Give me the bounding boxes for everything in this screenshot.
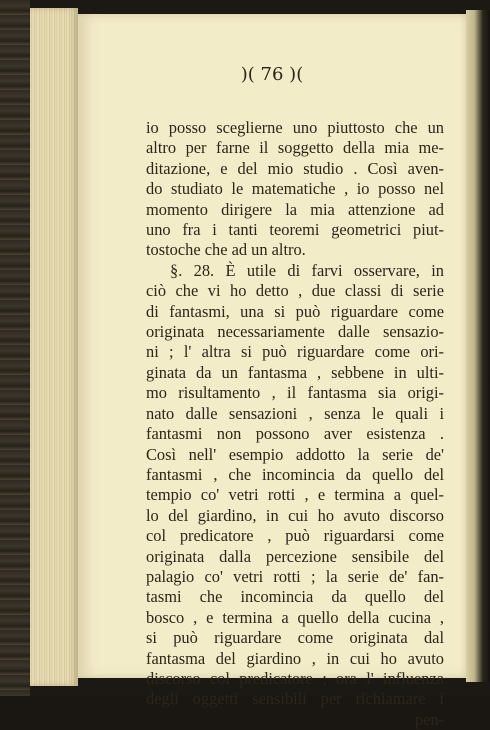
text-line: ciò che vi ho detto , due classi di serie — [146, 281, 444, 301]
text-line: momento dirigere la mia attenzione ad — [146, 199, 444, 219]
page-number: )( 76 )( — [240, 64, 304, 85]
section-start-line: §. 28. È utile di farvi osservare, in — [170, 260, 444, 280]
text-line: tostoche che ad un altro. — [146, 240, 306, 260]
text-line: si può riguardare come originata dal — [146, 628, 444, 648]
text-line: palagio co' vetri rotti ; la serie de' fan- — [146, 566, 444, 586]
text-line: ditazione, e del mio studio . Così aven- — [146, 158, 444, 178]
text-line: io posso sceglierne uno piuttosto che un — [146, 118, 444, 137]
text-line: ginata da un fantasma , sebbene in ulti- — [146, 362, 444, 382]
text-line: mo risultamento , il fantasma sia origi- — [146, 383, 444, 403]
text-line: ni ; l' altra si può riguardare come ori- — [146, 342, 444, 362]
text-line: uno fra i tanti teoremi geometrici piut- — [146, 220, 444, 240]
page-edges — [30, 8, 78, 686]
text-line: discorso col predicatore ; ora l' influenza — [146, 668, 444, 688]
book-page — [78, 14, 466, 729]
text-line: di fantasmi, una si può riguardare come — [146, 301, 444, 321]
page-body — [146, 118, 444, 730]
text-line: originata dalla percezione sensibile del — [146, 546, 444, 566]
text-line: fantasmi non possono aver esistenza . — [146, 424, 444, 444]
text-line: lo del giardino, in cui ho avuto discorso — [146, 505, 444, 525]
text-line: fantasma del giardino , in cui ho avuto — [146, 648, 444, 668]
text-line: originata necessariamente dalle sensazio- — [146, 322, 444, 342]
text-line: altro per farne il soggetto della mia me- — [146, 138, 444, 158]
catchword: pen- — [414, 709, 444, 729]
book-binding — [0, 0, 30, 696]
text-line: Così nell' esempio addotto la serie de' — [146, 444, 444, 464]
text-line: nato dalle sensazioni , senza le quali i — [146, 403, 444, 423]
text-line: bosco , e termina a quello della cucina , — [146, 607, 444, 627]
text-line: degli oggetti sensibili per richiamare i — [146, 689, 444, 709]
text-line: tempio co' vetri rotti , e termina a quel- — [146, 485, 444, 505]
text-line: col predicatore , può riguardarsi come — [146, 526, 444, 546]
text-line: fantasmi , che incomincia da quello del — [146, 464, 444, 484]
text-line: do studiato le matematiche , io posso nel — [146, 179, 444, 199]
text-line: tasmi che incomincia da quello del — [146, 587, 444, 607]
right-page-edge — [466, 10, 490, 682]
